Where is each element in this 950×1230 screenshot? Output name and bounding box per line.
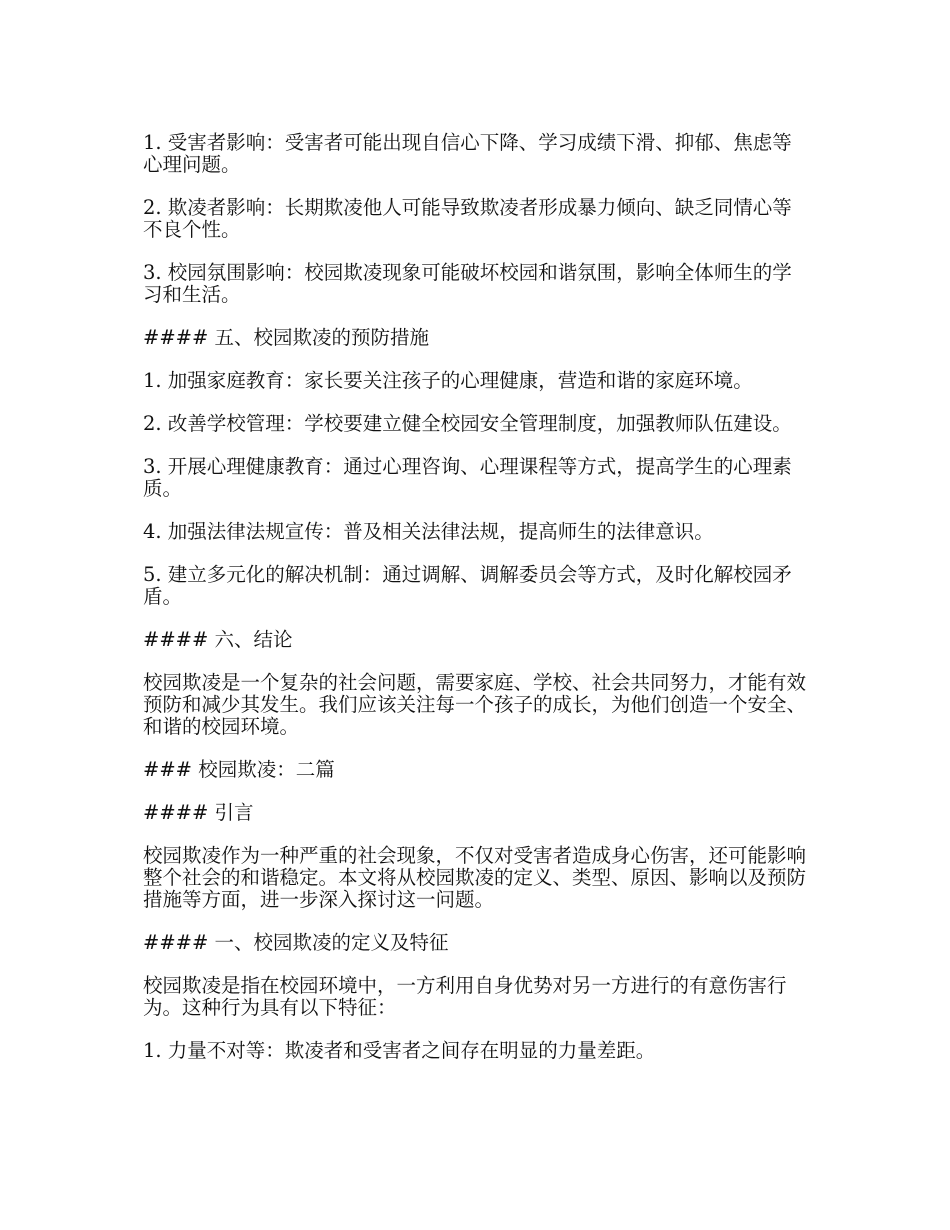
conclusion-paragraph: 校园欺凌是一个复杂的社会问题，需要家庭、学校、社会共同努力，才能有效预防和减少其发生。我们应该关注每一个孩子的成长，为他们创造一个安全、和谐的校园环境。 — [143, 671, 807, 738]
definition-paragraph: 校园欺凌是指在校园环境中，一方利用自身优势对另一方进行的有意伤害行为。这种行为具有以下特征： — [143, 974, 787, 1019]
article-title-part-two: ### 校园欺凌：二篇 — [143, 758, 335, 781]
list-item-family-education: 1. 加强家庭教育：家长要关注孩子的心理健康，营造和谐的家庭环境。 — [143, 369, 753, 392]
list-item-campus-atmosphere-impact: 3. 校园氛围影响：校园欺凌现象可能破坏校园和谐氛围，影响全体师生的学习和生活。 — [143, 261, 792, 306]
list-item-legal-awareness: 4. 加强法律法规宣传：普及相关法律法规，提高师生的法律意识。 — [143, 520, 714, 543]
list-item-school-management: 2. 改善学校管理：学校要建立健全校园安全管理制度，加强教师队伍建设。 — [143, 412, 792, 435]
section-heading-conclusion: #### 六、结论 — [143, 628, 293, 651]
document-page — [143, 132, 808, 1083]
list-item-victim-impact: 1. 受害者影响：受害者可能出现自信心下降、学习成绩下滑、抑郁、焦虑等心理问题。 — [143, 131, 792, 176]
list-item-resolution-mechanism: 5. 建立多元化的解决机制：通过调解、调解委员会等方式，及时化解校园矛盾。 — [143, 563, 792, 608]
list-item-bully-impact: 2. 欺凌者影响：长期欺凌他人可能导致欺凌者形成暴力倾向、缺乏同情心等不良个性。 — [143, 196, 792, 241]
section-heading-definition: #### 一、校园欺凌的定义及特征 — [143, 931, 449, 954]
list-item-mental-health-education: 3. 开展心理健康教育：通过心理咨询、心理课程等方式，提高学生的心理素质。 — [143, 455, 792, 500]
list-item-power-imbalance: 1. 力量不对等：欺凌者和受害者之间存在明显的力量差距。 — [143, 1039, 656, 1062]
introduction-paragraph: 校园欺凌作为一种严重的社会现象，不仅对受害者造成身心伤害，还可能影响整个社会的和谐稳定。本文将从校园欺凌的定义、类型、原因、影响以及预防措施等方面，进一步深入探讨这一问题。 — [143, 844, 807, 911]
section-heading-introduction: #### 引言 — [143, 801, 254, 824]
section-heading-prevention: #### 五、校园欺凌的预防措施 — [143, 326, 430, 349]
